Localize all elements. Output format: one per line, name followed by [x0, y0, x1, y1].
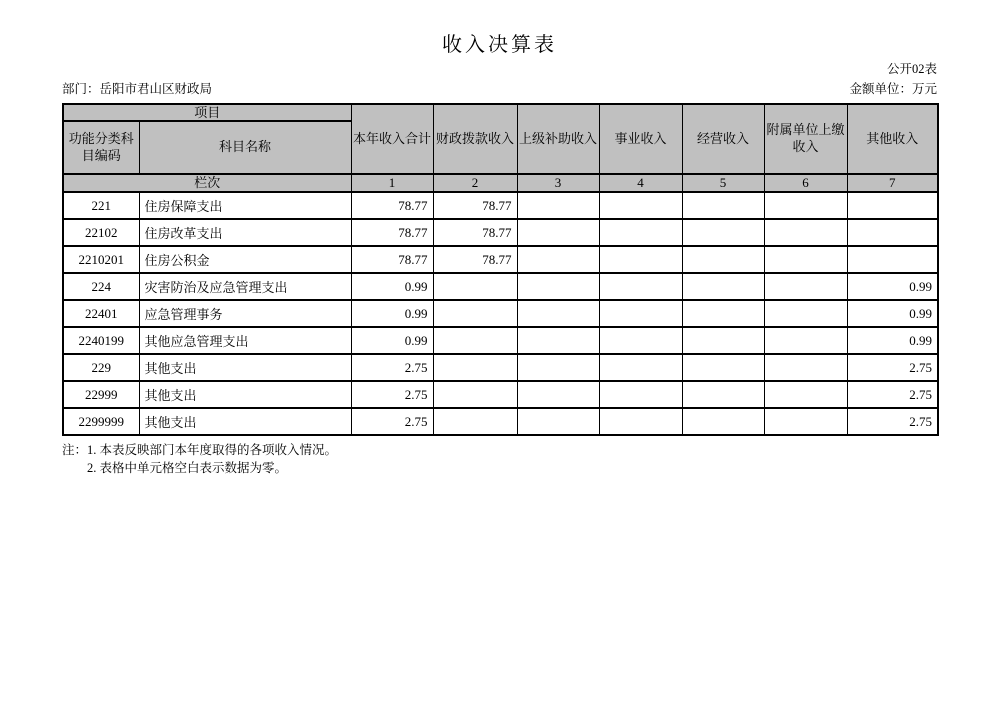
value-cell: 2.75 [351, 354, 433, 381]
table-row [63, 273, 938, 300]
value-cell [433, 273, 517, 300]
value-cell [517, 246, 599, 273]
header-cell-superior-subsidy-income: 上级补助收入 [517, 104, 599, 174]
value-cell [433, 300, 517, 327]
value-cell [847, 219, 938, 246]
subject-name-cell: 其他支出 [139, 381, 351, 408]
value-cell: 0.99 [351, 327, 433, 354]
column-index-label: 栏次 [63, 174, 351, 192]
code-cell: 221 [63, 192, 139, 219]
value-cell [682, 408, 764, 435]
value-cell [764, 300, 847, 327]
subject-name-cell: 应急管理事务 [139, 300, 351, 327]
value-cell [682, 300, 764, 327]
value-cell [599, 354, 682, 381]
header-cell-business-income: 事业收入 [599, 104, 682, 174]
code-cell: 2299999 [63, 408, 139, 435]
value-cell [764, 246, 847, 273]
value-cell: 78.77 [433, 246, 517, 273]
table-row [63, 327, 938, 354]
code-cell: 224 [63, 273, 139, 300]
page-title: 收入决算表 [442, 34, 557, 56]
subject-name-cell: 其他支出 [139, 354, 351, 381]
income-table [62, 103, 939, 436]
value-cell: 78.77 [433, 192, 517, 219]
value-cell: 78.77 [351, 246, 433, 273]
table-row [63, 408, 938, 435]
table-row [63, 354, 938, 381]
value-cell [682, 354, 764, 381]
value-cell [682, 219, 764, 246]
value-cell [517, 408, 599, 435]
header-cell-function-code: 功能分类科目编码 [63, 121, 139, 174]
value-cell [682, 246, 764, 273]
header-cell-total-income: 本年收入合计 [351, 104, 433, 174]
value-cell [517, 300, 599, 327]
header-cell-operating-income: 经营收入 [682, 104, 764, 174]
value-cell: 78.77 [433, 219, 517, 246]
subject-name-cell: 其他支出 [139, 408, 351, 435]
subject-name-cell: 其他应急管理支出 [139, 327, 351, 354]
value-cell [433, 354, 517, 381]
value-cell [764, 408, 847, 435]
value-cell [517, 192, 599, 219]
notes [62, 441, 937, 477]
table-row [63, 192, 938, 219]
page-content [62, 0, 937, 477]
value-cell [599, 219, 682, 246]
header-cell-project: 项目 [63, 104, 351, 121]
value-cell [682, 273, 764, 300]
column-index-4: 4 [599, 174, 682, 192]
value-cell [599, 273, 682, 300]
value-cell [764, 381, 847, 408]
value-cell [517, 219, 599, 246]
value-cell [764, 273, 847, 300]
code-cell: 2210201 [63, 246, 139, 273]
header-cell-affiliated-unit-payment-income: 附属单位上缴收入 [764, 104, 847, 174]
header-cell-fiscal-appropriation-income: 财政拨款收入 [433, 104, 517, 174]
value-cell: 0.99 [847, 300, 938, 327]
code-cell: 22102 [63, 219, 139, 246]
column-index-2: 2 [433, 174, 517, 192]
code-cell: 22401 [63, 300, 139, 327]
value-cell: 2.75 [351, 408, 433, 435]
value-cell [599, 300, 682, 327]
value-cell [682, 381, 764, 408]
value-cell: 0.99 [847, 327, 938, 354]
value-cell [433, 381, 517, 408]
value-cell [599, 381, 682, 408]
code-cell: 2240199 [63, 327, 139, 354]
table-row [63, 300, 938, 327]
value-cell [433, 408, 517, 435]
header-cell-subject-name: 科目名称 [139, 121, 351, 174]
code-cell: 229 [63, 354, 139, 381]
value-cell [847, 246, 938, 273]
table-row [63, 381, 938, 408]
header-row-project [63, 104, 938, 121]
value-cell [764, 219, 847, 246]
value-cell [433, 327, 517, 354]
value-cell [517, 381, 599, 408]
subject-name-cell: 住房改革支出 [139, 219, 351, 246]
note-line-1: 注：1. 本表反映部门本年度取得的各项收入情况。 [62, 443, 338, 457]
department-label: 部门：岳阳市君山区财政局 [62, 82, 213, 96]
value-cell: 78.77 [351, 192, 433, 219]
column-index-7: 7 [847, 174, 938, 192]
value-cell [682, 192, 764, 219]
value-cell [599, 192, 682, 219]
subject-name-cell: 住房保障支出 [139, 192, 351, 219]
value-cell [764, 192, 847, 219]
value-cell [517, 354, 599, 381]
table-row [63, 219, 938, 246]
column-index-6: 6 [764, 174, 847, 192]
value-cell: 0.99 [351, 273, 433, 300]
table-code-label: 公开02表 [886, 62, 937, 76]
value-cell [599, 327, 682, 354]
subject-name-cell: 住房公积金 [139, 246, 351, 273]
value-cell [764, 327, 847, 354]
value-cell [599, 408, 682, 435]
value-cell: 78.77 [351, 219, 433, 246]
value-cell [517, 273, 599, 300]
value-cell [599, 246, 682, 273]
note-line-2: 2. 表格中单元格空白表示数据为零。 [87, 461, 288, 475]
subject-name-cell: 灾害防治及应急管理支出 [139, 273, 351, 300]
value-cell [517, 327, 599, 354]
value-cell: 0.99 [351, 300, 433, 327]
column-index-5: 5 [682, 174, 764, 192]
code-cell: 22999 [63, 381, 139, 408]
value-cell: 2.75 [351, 381, 433, 408]
column-index-3: 3 [517, 174, 599, 192]
unit-label: 金额单位：万元 [849, 82, 937, 96]
column-index-1: 1 [351, 174, 433, 192]
value-cell [764, 354, 847, 381]
value-cell: 2.75 [847, 408, 938, 435]
column-index-row [63, 174, 938, 192]
value-cell [847, 192, 938, 219]
table-row [63, 246, 938, 273]
header-cell-other-income: 其他收入 [847, 104, 938, 174]
meta-row [62, 82, 937, 97]
value-cell: 0.99 [847, 273, 938, 300]
value-cell: 2.75 [847, 354, 938, 381]
value-cell: 2.75 [847, 381, 938, 408]
value-cell [682, 327, 764, 354]
